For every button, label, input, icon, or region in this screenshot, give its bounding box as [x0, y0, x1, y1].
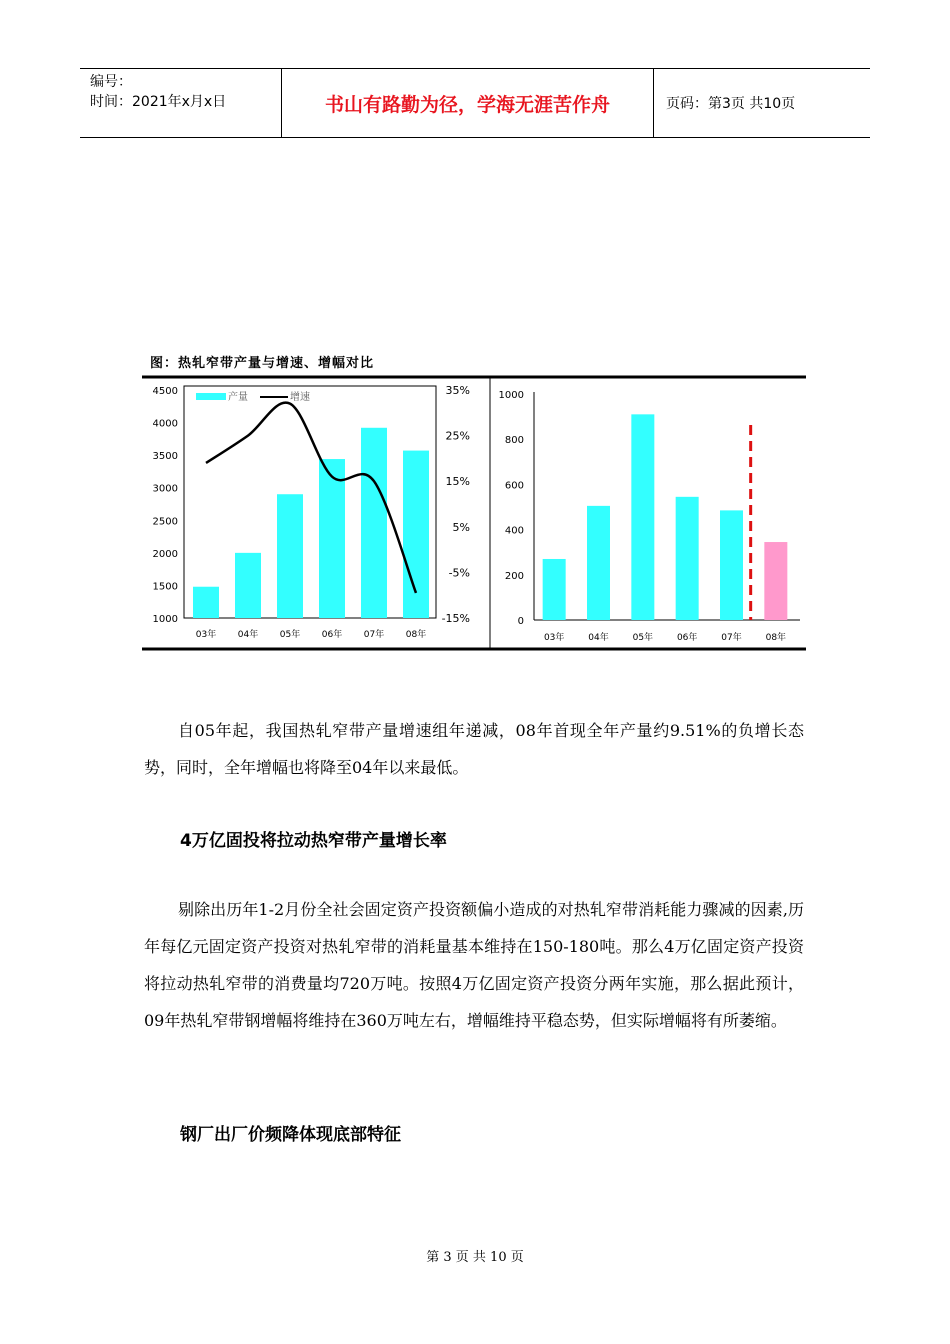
- right-x-tick-label: 04年: [588, 633, 609, 643]
- left-y-tick-label: 4500: [152, 386, 178, 397]
- right-x-tick-label: 06年: [676, 633, 698, 643]
- left-x-tick-label: 08年: [405, 630, 427, 640]
- right-bar: [587, 506, 610, 620]
- right-y-tick-label: 400: [504, 525, 524, 537]
- right-y-tick-label: 800: [504, 435, 524, 447]
- left-y-tick-label: 2000: [152, 548, 178, 560]
- right-chart: [499, 390, 800, 643]
- legend-line-label: 增速: [290, 392, 310, 403]
- document-header: [80, 68, 870, 138]
- left-y2-tick-label: 15%: [445, 475, 470, 489]
- left-y2-tick-label: 5%: [452, 520, 470, 534]
- left-bar: [235, 553, 261, 618]
- page-info: 页码：第3页 共10页: [666, 96, 796, 112]
- right-y-tick-label: 0: [517, 616, 524, 627]
- left-bar: [319, 459, 345, 618]
- left-plot-frame: [184, 386, 436, 618]
- left-y-tick-label: 3000: [152, 483, 178, 495]
- figure-canvas: [142, 347, 806, 652]
- left-chart: [153, 384, 470, 640]
- header-meta-cell: [80, 69, 282, 137]
- left-x-tick-label: 05年: [279, 630, 301, 640]
- left-x-tick-label: 07年: [363, 630, 385, 640]
- right-bar: [543, 559, 566, 620]
- left-bar: [193, 587, 219, 618]
- figure-title: 图：热轧窄带产量与增速、增幅对比: [150, 356, 375, 371]
- heading-1: 4万亿固投将拉动热窄带产量增长率: [180, 831, 447, 851]
- heading-2: 钢厂出厂价频降体现底部特征: [180, 1125, 401, 1145]
- paragraph-2: 剔除出历年1-2月份全社会固定资产投资额偏小造成的对热轧窄带消耗能力骤减的因素,历年每亿元固定资产投资对热轧窄带的消耗量基本维持在150-180吨。那么4万亿固定资产投资将拉动热轧窄带的消费量均720万吨。按照4万亿固定资产投资分两年实施，那么据此预计，09年热轧窄带钢增幅将维持在360万吨左右，增幅维持平稳态势，但实际增幅将有所萎缩。: [144, 900, 804, 1030]
- left-y-tick-label: 3500: [152, 451, 178, 463]
- left-y-tick-label: 4000: [152, 418, 178, 430]
- left-x-tick-label: 03年: [195, 630, 217, 640]
- motto: 书山有路勤为径，学海无涯苦作舟: [282, 69, 654, 137]
- left-y-tick-label: 1000: [152, 614, 178, 625]
- left-y-tick-label: 1500: [152, 581, 178, 593]
- left-y2-tick-label: 35%: [445, 384, 470, 397]
- legend-bar-swatch: [196, 393, 226, 400]
- right-x-tick-label: 05年: [632, 633, 654, 643]
- right-bar: [720, 510, 743, 620]
- right-bar-estimate: [764, 542, 787, 620]
- right-y-tick-label: 200: [504, 570, 524, 582]
- paragraph-1: 自05年起，我国热轧窄带产量增速组年递减，08年首现全年产量约9.51%的负增长态势，同时，全年增幅也将降至04年以来最低。: [144, 721, 804, 777]
- right-x-tick-label: 08年: [765, 633, 787, 643]
- left-y2-tick-label: 25%: [445, 429, 470, 443]
- figure: [142, 347, 806, 652]
- page-footer: 第 3 页 共 10 页: [426, 1250, 524, 1265]
- left-bar: [277, 494, 303, 618]
- right-x-tick-label: 03年: [543, 633, 565, 643]
- left-y-tick-label: 2500: [152, 516, 178, 528]
- right-x-tick-label: 07年: [721, 633, 742, 643]
- right-y-tick-label: 1000: [498, 390, 524, 401]
- left-x-tick-label: 04年: [237, 630, 259, 640]
- left-x-tick-label: 06年: [321, 630, 343, 640]
- number-label: 编号：: [90, 74, 132, 90]
- right-bar: [676, 497, 699, 620]
- legend-bar-label: 产量: [228, 392, 248, 403]
- left-y2-tick-label: -15%: [441, 612, 470, 625]
- right-y-tick-label: 600: [504, 480, 524, 492]
- left-y2-tick-label: -5%: [448, 566, 470, 580]
- left-bar: [361, 428, 387, 618]
- date-label: 时间：2021年x月x日: [90, 94, 227, 110]
- right-bar: [631, 414, 654, 620]
